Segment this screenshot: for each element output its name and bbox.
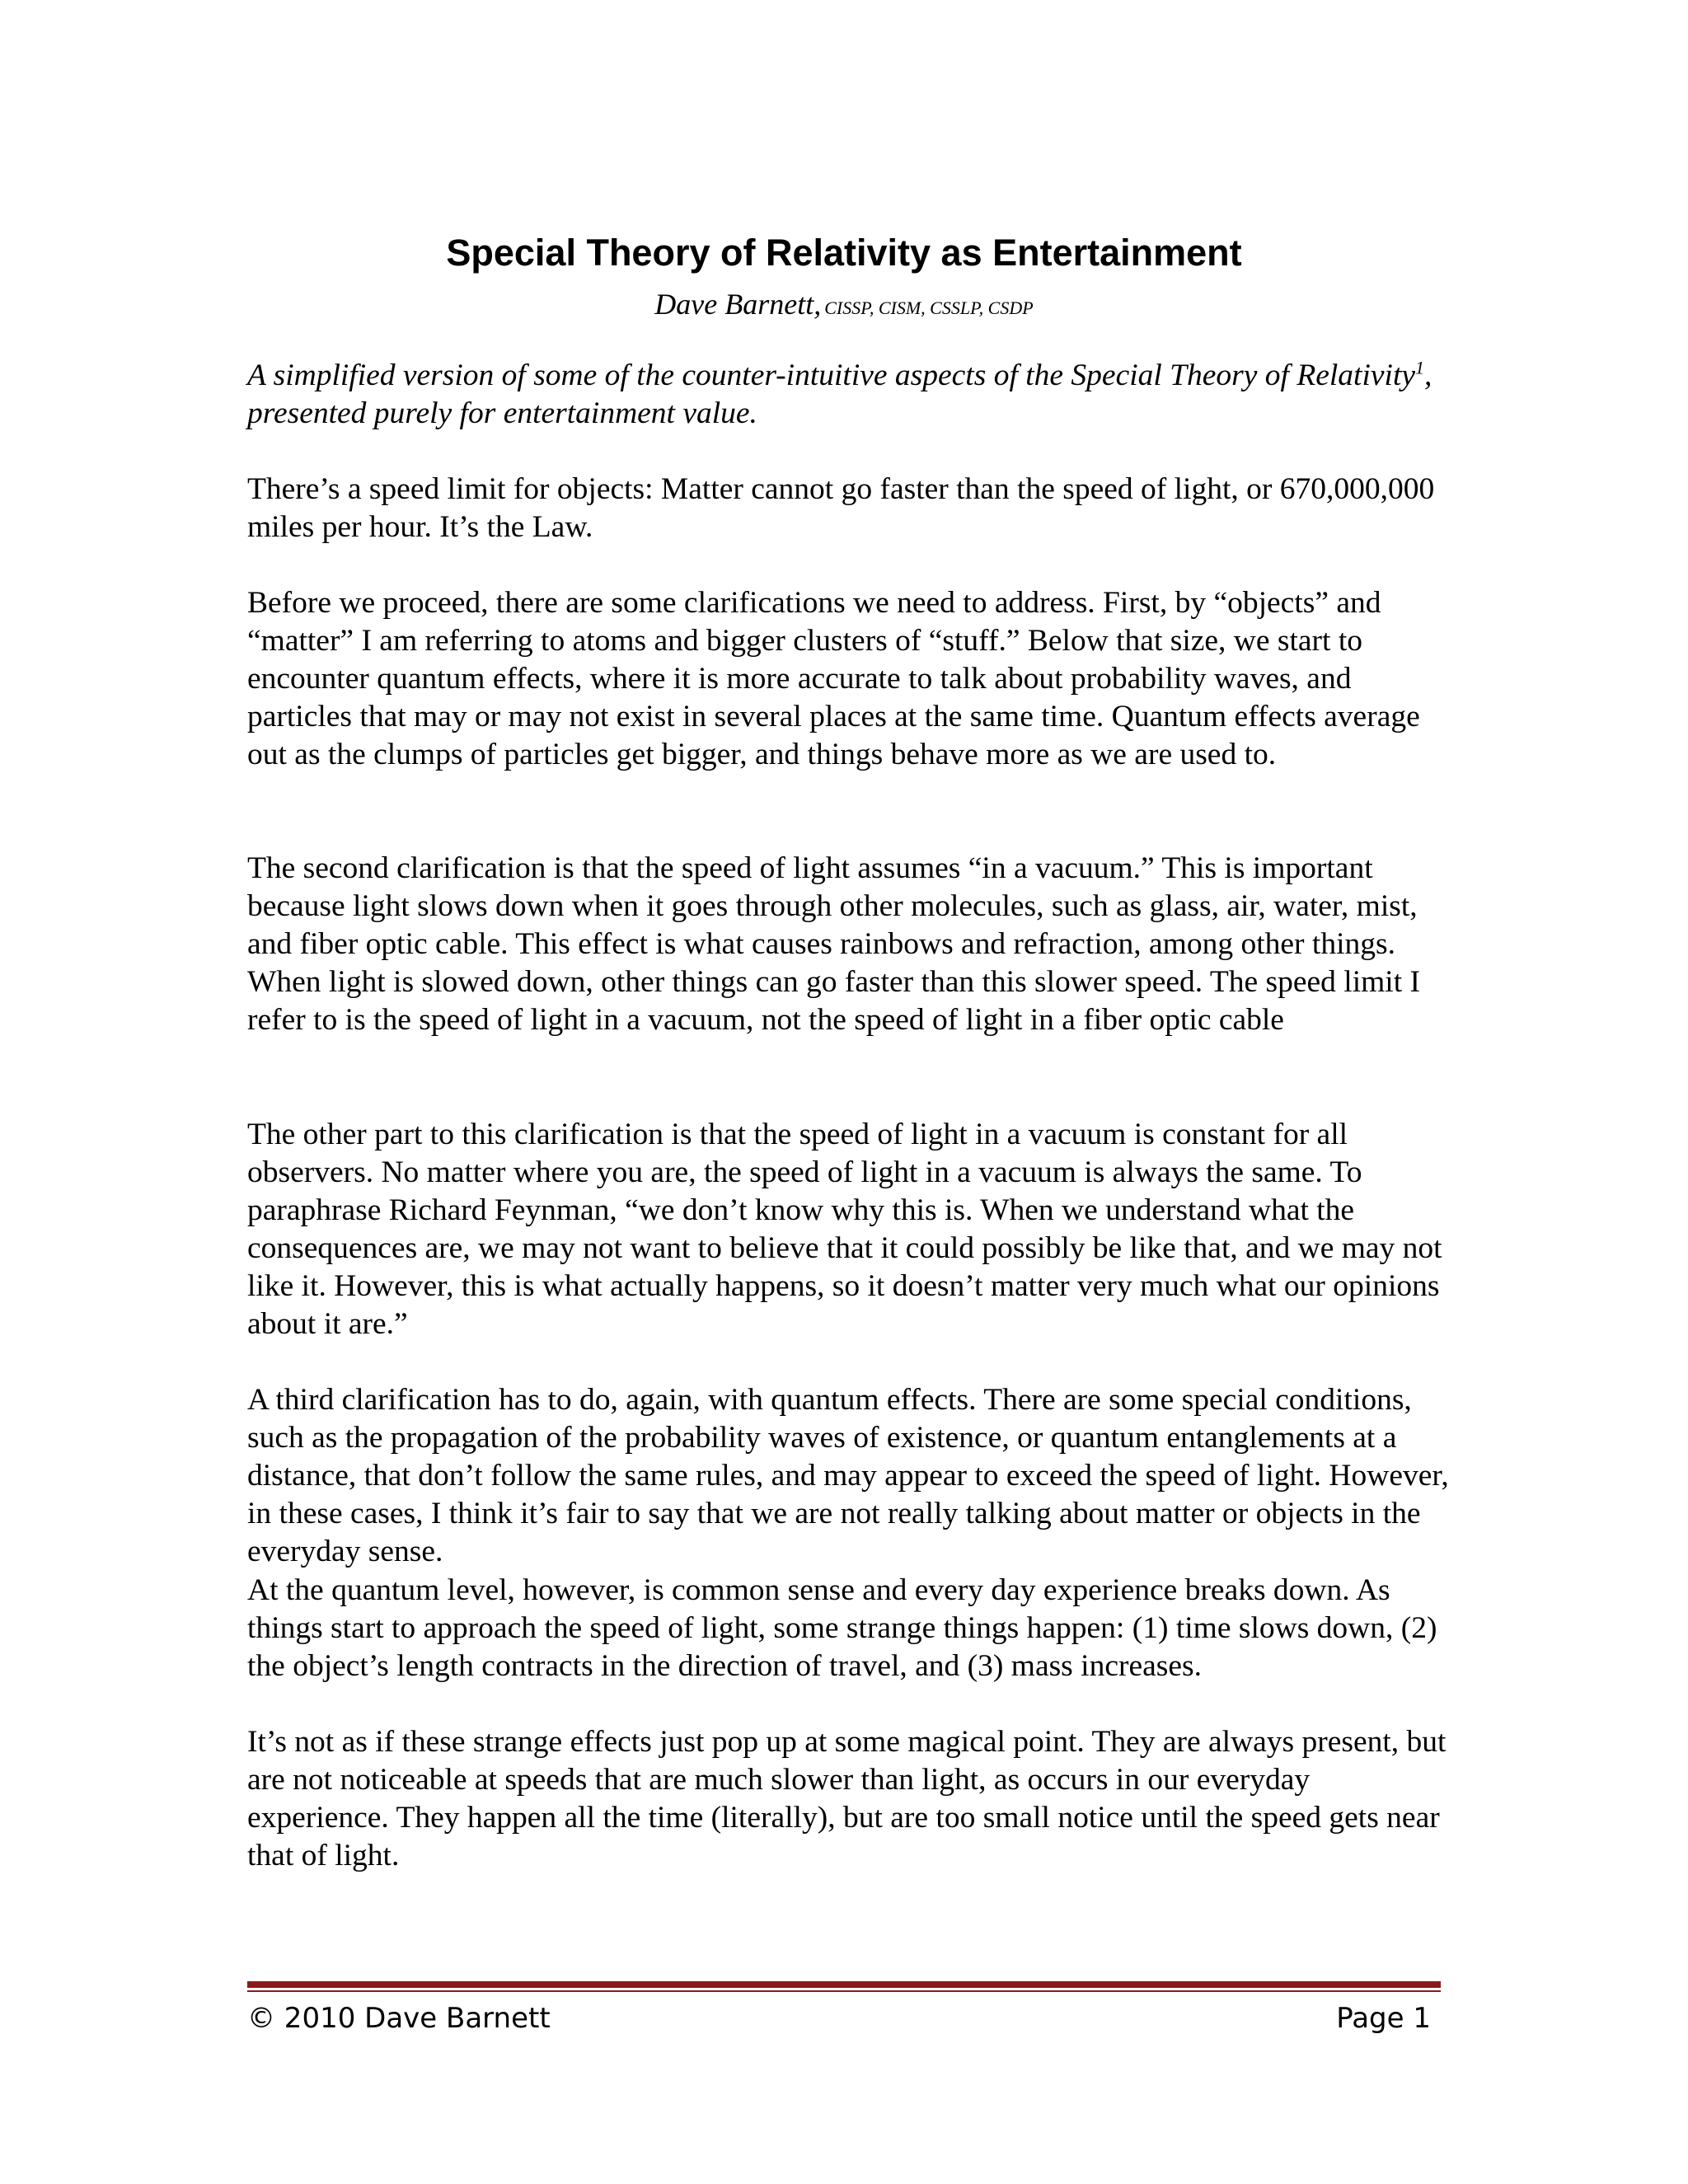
author-credentials: CISSP, CISM, CSSLP, CSDP — [824, 298, 1034, 318]
abstract — [247, 357, 1451, 433]
abstract-text: A simplified version of some of the counter-intuitive aspects of the Special Theory of Relativity — [247, 359, 1416, 392]
paragraph-speed-limit: There’s a speed limit for objects: Matter cannot go faster than the speed of light, or 670,000,000 miles per hour. It’s the Law. — [247, 472, 1435, 544]
paragraph-second-clarification: The second clarification is that the speed of light assumes “in a vacuum.” This is important because light slows down when it goes through other molecules, such as glass, air, water, mist, and fiber optic cable. This effect is what causes rainbows and refraction, among other things. When light is slowed down, other things can go faster than this slower speed. The speed limit I refer to is the speed of light in a vacuum, not the speed of light in a fiber optic cable — [247, 851, 1420, 1037]
paragraph-constant-speed: The other part to this clarification is that the speed of light in a vacuum is constant for all observers. No matter where you are, the speed of light in a vacuum is always the same. To paraphrase Richard Feynman, “we don’t know why this is. When we understand what the consequences are, we may not want to believe that it could possibly be like that, and we may not like it. However, this is what actually happens, so it doesn’t matter very much what our opinions about it are.” — [247, 1118, 1442, 1341]
paragraph-first-clarification: Before we proceed, there are some clarifications we need to address. First, by “objects” and “matter” I am referring to atoms and bigger clusters of “stuff.” Below that size, we start to encounter quantum effects, where it is more accurate to talk about probability waves, and particles that may or may not exist in several places at the same time. Quantum effects average out as the clumps of particles get bigger, and things behave more as we are used to. — [247, 586, 1420, 771]
paragraph-strange-effects: It’s not as if these strange effects just pop up at some magical point. They are always present, but are not noticeable at speeds that are much slower than light, as occurs in our everyday experience. They happen all the time (literally), but are too small notice until the speed gets near that of light. — [247, 1725, 1447, 1872]
abstract-text-end: , presented purely for entertainment value. — [247, 359, 1432, 430]
paragraph-third-clarification: A third clarification has to do, again, with quantum effects. There are some special conditions, such as the propagation of the probability waves of existence, or quantum entanglements at a distance, that don’t follow the same rules, and may appear to exceed the speed of light. However, in these cases, I think it’s fair to say that we are not really talking about matter or objects in the everyday sense. — [247, 1383, 1449, 1568]
author-line — [247, 284, 1441, 331]
author-name: Dave Barnett, — [654, 288, 822, 321]
footer-copyright: © 2010 Dave Barnett — [247, 2002, 551, 2035]
footer-rule — [247, 1981, 1441, 1993]
document-title: Special Theory of Relativity as Entertainment — [446, 232, 1242, 274]
footer-rule-thin — [247, 1990, 1441, 1992]
paragraph-quantum-level: At the quantum level, however, is common sense and every day experience breaks down. As things start to approach the speed of light, some strange things happen: (1) time slows down, (2) the object’s length contracts in the direction of travel, and (3) mass increases. — [247, 1573, 1437, 1683]
footer-page-number: Page 1 — [1336, 2002, 1431, 2035]
footer-rule-thick — [247, 1981, 1441, 1988]
footnote-marker: 1 — [1415, 357, 1425, 378]
